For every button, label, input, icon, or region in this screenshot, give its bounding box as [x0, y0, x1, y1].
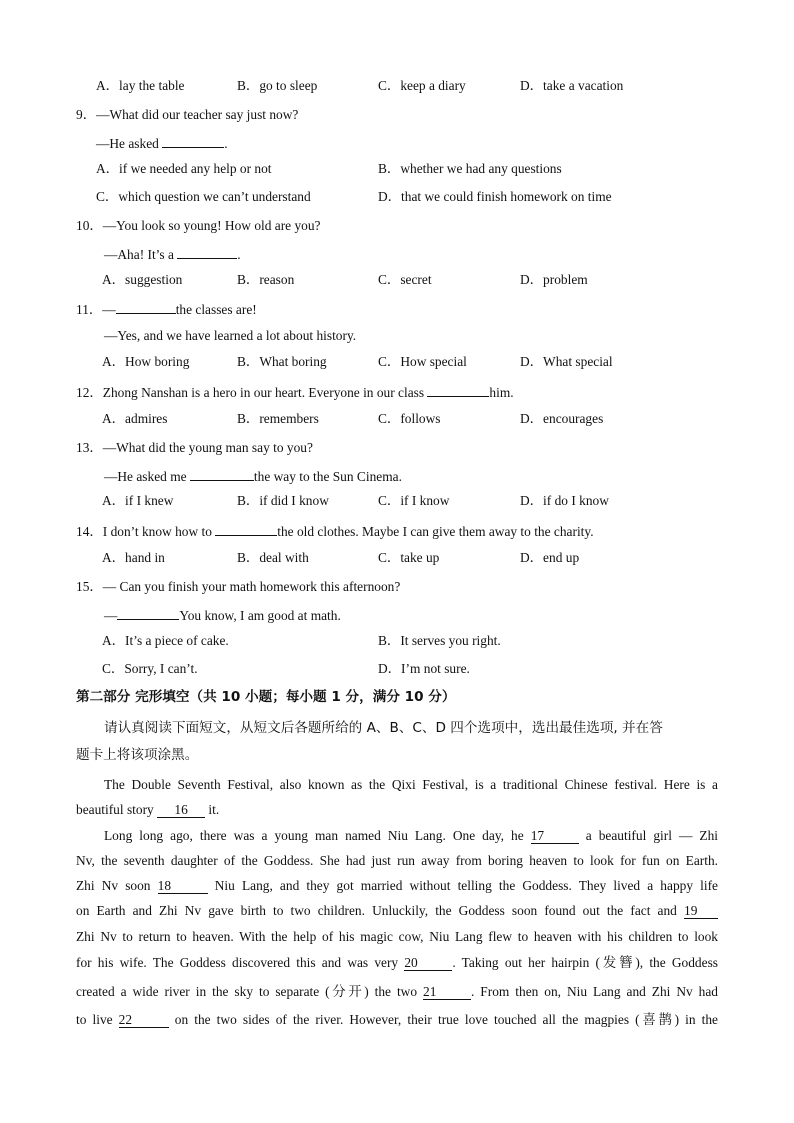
q9-option-b[interactable]: B．whether we had any questions	[378, 161, 562, 176]
passage-text: on the two sides of the river. However, their true love touched all the magpies (喜鹊) in the	[168, 1012, 718, 1027]
cloze-blank[interactable]: 21	[423, 985, 471, 1000]
q10-option-d[interactable]: D．problem	[520, 272, 588, 287]
q11-option-c[interactable]: C．How special	[378, 354, 467, 369]
q9-option-d[interactable]: D．that we could finish homework on time	[378, 189, 612, 204]
answer-blank[interactable]	[116, 300, 176, 314]
q14-option-c[interactable]: C．take up	[378, 550, 440, 565]
answer-blank[interactable]	[190, 467, 254, 481]
q14-option-d[interactable]: D．end up	[520, 550, 580, 565]
q13-stem: 13．—What did the young man say to you?	[76, 440, 313, 455]
passage-line: Zhi Nv to return to heaven. With the help of his magic cow, Niu Lang flew to heaven with his children to look	[76, 929, 718, 944]
q15-prompt	[104, 606, 341, 624]
q9-prompt-text: —He asked	[96, 136, 163, 151]
cloze-blank[interactable]: 20	[404, 956, 452, 971]
passage-line	[76, 802, 219, 818]
q12-stem-end: him.	[489, 385, 514, 400]
cloze-blank[interactable]: 17	[531, 829, 579, 844]
q8-option-b[interactable]: B．go to sleep	[237, 78, 318, 93]
q15-option-b[interactable]: B．It serves you right.	[378, 633, 501, 648]
passage-text: Niu Lang, and they got married without telling the Goddess. They lived a happy life	[207, 878, 718, 893]
passage-text: Zhi Nv soon	[76, 878, 158, 893]
q11-response: —Yes, and we have learned a lot about history.	[104, 328, 357, 343]
q11-option-b[interactable]: B．What boring	[237, 354, 327, 369]
q14-stem	[76, 522, 594, 540]
q9-prompt-end: .	[224, 136, 228, 151]
q9-prompt	[96, 134, 228, 152]
q10-prompt-text: —Aha! It’s a	[104, 247, 178, 262]
passage-text: beautiful story	[76, 802, 158, 817]
q15-stem: 15．— Can you finish your math homework this afternoon?	[76, 579, 401, 594]
passage-text: to live	[76, 1012, 119, 1027]
answer-blank[interactable]	[177, 245, 237, 259]
passage-line	[76, 955, 718, 971]
passage-line: Nv, the seventh daughter of the Goddess. She had just run away from boring heaven to look for fun on Earth.	[76, 853, 718, 868]
q12-stem-text: 12．Zhong Nanshan is a hero in our heart. Everyone in our class	[76, 385, 428, 400]
passage-text: on Earth and Zhi Nv gave birth to two children. Unluckily, the Goddess soon found out the fact and	[76, 903, 684, 918]
cloze-blank[interactable]: 19	[684, 904, 718, 919]
q10-option-b[interactable]: B．reason	[237, 272, 295, 287]
answer-blank[interactable]	[117, 606, 179, 620]
answer-blank[interactable]	[215, 522, 277, 536]
q15-prompt-text: —	[104, 608, 118, 623]
passage-text: a beautiful girl — Zhi	[578, 828, 718, 843]
q12-option-d[interactable]: D．encourages	[520, 411, 604, 426]
q11-stem	[76, 300, 257, 318]
q12-stem	[76, 383, 514, 401]
q11-option-d[interactable]: D．What special	[520, 354, 613, 369]
q12-option-a[interactable]: A．admires	[102, 411, 168, 426]
q14-stem-text: 14．I don’t know how to	[76, 524, 216, 539]
passage-line	[76, 878, 718, 894]
passage-text: created a wide river in the sky to separate (分开) the two	[76, 984, 423, 999]
passage-line	[76, 1012, 718, 1028]
q15-option-a[interactable]: A．It’s a piece of cake.	[102, 633, 229, 648]
q13-prompt-end: the way to the Sun Cinema.	[253, 469, 402, 484]
q13-option-b[interactable]: B．if did I know	[237, 493, 329, 508]
q13-option-c[interactable]: C．if I know	[378, 493, 450, 508]
q8-option-c[interactable]: C．keep a diary	[378, 78, 466, 93]
passage-line	[76, 903, 718, 919]
q10-stem: 10．—You look so young! How old are you?	[76, 218, 321, 233]
q13-prompt	[104, 467, 402, 485]
q14-option-b[interactable]: B．deal with	[237, 550, 309, 565]
section-heading: 第二部分 完形填空（共 10 小题；每小题 1 分，满分 10 分）	[76, 689, 456, 705]
q11-option-a[interactable]: A．How boring	[102, 354, 190, 369]
q12-option-b[interactable]: B．remembers	[237, 411, 319, 426]
section-instructions-cont: 题卡上将该项涂黑。	[76, 747, 199, 763]
cloze-blank[interactable]: 18	[158, 879, 208, 894]
q10-option-a[interactable]: A．suggestion	[102, 272, 183, 287]
section-instructions: 请认真阅读下面短文，从短文后各题所给的 A、B、C、D 四个选项中，选出最佳选项, 并在答	[104, 720, 663, 736]
answer-blank[interactable]	[162, 134, 224, 148]
q10-prompt	[104, 245, 241, 263]
q10-option-c[interactable]: C．secret	[378, 272, 432, 287]
passage-line	[104, 828, 718, 844]
passage-text: . From then on, Niu Lang and Zhi Nv had	[471, 984, 718, 999]
q15-option-c[interactable]: C．Sorry, I can’t.	[102, 661, 198, 676]
q9-stem: 9．—What did our teacher say just now?	[76, 107, 299, 122]
q11-stem-text: 11．—	[76, 302, 116, 317]
cloze-blank[interactable]: 16	[157, 803, 205, 818]
q8-option-d[interactable]: D．take a vacation	[520, 78, 624, 93]
q8-option-a[interactable]: A．lay the table	[96, 78, 185, 93]
q14-stem-end: the old clothes. Maybe I can give them away to the charity.	[277, 524, 594, 539]
passage-text: . Taking out her hairpin (发簪), the Goddess	[452, 955, 718, 970]
q14-option-a[interactable]: A．hand in	[102, 550, 165, 565]
q15-prompt-end: You know, I am good at math.	[179, 608, 341, 623]
q12-option-c[interactable]: C．follows	[378, 411, 441, 426]
q10-prompt-end: .	[237, 247, 241, 262]
passage-text: Long long ago, there was a young man named Niu Lang. One day, he	[104, 828, 531, 843]
q11-stem-end: the classes are!	[175, 302, 257, 317]
q13-option-a[interactable]: A．if I knew	[102, 493, 174, 508]
passage-text: for his wife. The Goddess discovered this and was very	[76, 955, 405, 970]
cloze-blank[interactable]: 22	[119, 1013, 169, 1028]
passage-text: it.	[205, 802, 220, 817]
q13-option-d[interactable]: D．if do I know	[520, 493, 609, 508]
q9-option-c[interactable]: C．which question we can’t understand	[96, 189, 311, 204]
passage-line: The Double Seventh Festival, also known as the Qixi Festival, is a traditional Chinese festival. Here is a	[104, 777, 718, 792]
q9-option-a[interactable]: A．if we needed any help or not	[96, 161, 272, 176]
q13-prompt-text: —He asked me	[104, 469, 190, 484]
answer-blank[interactable]	[427, 383, 489, 397]
q15-option-d[interactable]: D．I’m not sure.	[378, 661, 470, 676]
passage-line	[76, 984, 718, 1000]
